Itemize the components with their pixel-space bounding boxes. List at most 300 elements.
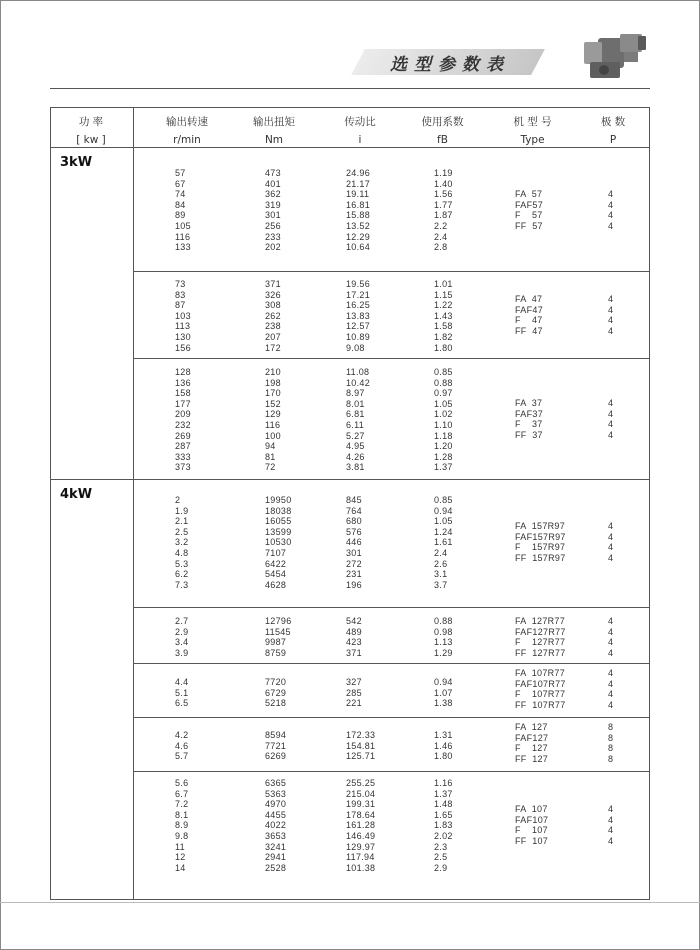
table-cell: 6.7 bbox=[175, 788, 189, 799]
table-cell: FA 57 bbox=[515, 189, 543, 199]
table-cell: 1.43 bbox=[434, 310, 453, 321]
table-cell: FA 107R77 bbox=[515, 668, 566, 678]
table-cell: F 107 bbox=[515, 825, 548, 836]
poles-column bbox=[608, 398, 613, 440]
table-cell: 1.28 bbox=[434, 451, 453, 462]
table-cell: 15.88 bbox=[346, 210, 371, 221]
table-cell: 326 bbox=[265, 289, 281, 300]
table-cell: 16055 bbox=[265, 516, 292, 527]
header-output-speed: 输出转速 r/min bbox=[166, 116, 208, 146]
ratio-column bbox=[346, 279, 370, 353]
table-cell: FAF47 bbox=[515, 304, 544, 315]
table-cell: 16.81 bbox=[346, 199, 371, 210]
table-cell: 1.65 bbox=[434, 809, 453, 820]
table-cell: 13.52 bbox=[346, 220, 371, 231]
group-separator bbox=[133, 717, 650, 718]
table-cell: 16.25 bbox=[346, 300, 371, 311]
table-cell: 1.87 bbox=[434, 210, 453, 221]
header-service-factor: 使用系数 fB bbox=[421, 116, 464, 146]
table-cell: 3.81 bbox=[346, 462, 365, 473]
table-cell: 5.7 bbox=[175, 751, 189, 762]
table-cell: 89 bbox=[175, 210, 186, 221]
table-cell: 1.20 bbox=[434, 441, 453, 452]
table-cell: FAF107 bbox=[515, 814, 549, 825]
type-column bbox=[515, 804, 548, 846]
table-cell: 209 bbox=[175, 409, 191, 420]
table-cell: 1.37 bbox=[434, 462, 453, 473]
table-cell: 2941 bbox=[265, 852, 287, 863]
table-cell: 5363 bbox=[265, 788, 287, 799]
table-cell: FAF57 bbox=[515, 199, 544, 210]
table-cell: 1.29 bbox=[434, 647, 453, 658]
table-cell: 285 bbox=[346, 687, 362, 698]
table-cell: 308 bbox=[265, 300, 281, 311]
page-bottom-rule bbox=[0, 902, 700, 903]
table-cell: 1.15 bbox=[434, 289, 453, 300]
table-cell: 371 bbox=[346, 647, 362, 658]
table-cell: 1.37 bbox=[434, 788, 453, 799]
table-cell: 113 bbox=[175, 321, 191, 332]
table-cell: FA 127R77 bbox=[515, 616, 566, 626]
gear-reducer-icon bbox=[580, 28, 648, 84]
table-cell: FA 47 bbox=[515, 294, 543, 304]
type-column bbox=[515, 616, 566, 658]
table-cell: 0.88 bbox=[434, 616, 453, 626]
table-cell: 8 bbox=[608, 732, 614, 743]
table-cell: 19.11 bbox=[346, 189, 370, 200]
table-cell: 8759 bbox=[265, 647, 287, 658]
table-cell: F 47 bbox=[515, 315, 543, 326]
poles-column bbox=[608, 668, 613, 710]
group-separator bbox=[133, 771, 650, 772]
header-rule bbox=[50, 88, 650, 89]
table-cell: 4 bbox=[608, 616, 614, 626]
table-cell: 262 bbox=[265, 310, 281, 321]
table-cell: 74 bbox=[175, 189, 186, 200]
table-cell: 542 bbox=[346, 616, 362, 626]
table-cell: FAF107R77 bbox=[515, 678, 566, 689]
ratio-column bbox=[346, 367, 370, 473]
table-cell: 0.85 bbox=[434, 495, 453, 505]
table-cell: 1.40 bbox=[434, 178, 453, 189]
table-cell: 177 bbox=[175, 398, 191, 409]
table-cell: 0.94 bbox=[434, 677, 453, 687]
table-cell: 8594 bbox=[265, 730, 287, 740]
table-cell: 1.16 bbox=[434, 778, 453, 788]
table-cell: FA 107 bbox=[515, 804, 548, 814]
torque-column bbox=[265, 168, 281, 253]
speed-column bbox=[175, 616, 188, 658]
table-cell: 4.26 bbox=[346, 451, 365, 462]
table-cell: 4 bbox=[608, 315, 614, 326]
table-cell: F 127 bbox=[515, 743, 548, 754]
table-cell: 133 bbox=[175, 242, 191, 253]
table-cell: 1.46 bbox=[434, 740, 453, 751]
service-factor-column bbox=[434, 168, 453, 253]
table-cell: 172.33 bbox=[346, 730, 376, 740]
table-cell: 19.56 bbox=[346, 279, 371, 289]
ratio-column bbox=[346, 778, 375, 873]
table-cell: 3653 bbox=[265, 830, 287, 841]
table-cell: 154.81 bbox=[346, 740, 376, 751]
table-cell: 81 bbox=[265, 451, 276, 462]
table-cell: 9987 bbox=[265, 637, 287, 648]
table-cell: 6365 bbox=[265, 778, 287, 788]
table-cell: 4 bbox=[608, 304, 614, 315]
table-cell: 4 bbox=[608, 210, 614, 221]
table-cell: 87 bbox=[175, 300, 186, 311]
table-cell: 8.97 bbox=[346, 388, 365, 399]
table-cell: 4970 bbox=[265, 799, 287, 810]
table-cell: FA 157R97 bbox=[515, 521, 566, 531]
table-cell: 301 bbox=[346, 547, 362, 558]
power-section-separator bbox=[50, 479, 650, 480]
table-cell: 255.25 bbox=[346, 778, 376, 788]
power-label-3kw: 3kW bbox=[60, 155, 93, 170]
page-title: 选型参数表 bbox=[390, 55, 510, 75]
power-column-separator bbox=[133, 107, 134, 900]
table-cell: 845 bbox=[346, 495, 362, 505]
poles-column bbox=[608, 804, 613, 846]
table-cell: 4 bbox=[608, 531, 614, 542]
table-cell: 125.71 bbox=[346, 751, 376, 762]
table-cell: 10.89 bbox=[346, 331, 371, 342]
table-cell: FF 37 bbox=[515, 429, 543, 440]
table-cell: 17.21 bbox=[346, 289, 371, 300]
table-cell: 373 bbox=[175, 462, 191, 473]
header-ratio: 传动比 i bbox=[344, 116, 376, 146]
table-cell: 117.94 bbox=[346, 852, 375, 863]
table-cell: 13599 bbox=[265, 526, 292, 537]
table-cell: 8.9 bbox=[175, 820, 189, 831]
table-cell: 11 bbox=[175, 841, 185, 852]
table-cell: 105 bbox=[175, 220, 191, 231]
table-cell: 301 bbox=[265, 210, 281, 221]
table-cell: 1.48 bbox=[434, 799, 453, 810]
table-cell: 1.82 bbox=[434, 331, 453, 342]
table-cell: 2 bbox=[175, 495, 181, 505]
table-cell: 129 bbox=[265, 409, 281, 420]
table-cell: 327 bbox=[346, 677, 362, 687]
group-separator bbox=[133, 271, 650, 272]
table-cell: 1.58 bbox=[434, 321, 453, 332]
table-cell: 72 bbox=[265, 462, 276, 473]
table-cell: 272 bbox=[346, 558, 362, 569]
table-cell: 7721 bbox=[265, 740, 287, 751]
table-cell: F 57 bbox=[515, 210, 543, 221]
table-cell: 5218 bbox=[265, 698, 287, 709]
table-cell: 215.04 bbox=[346, 788, 376, 799]
table-cell: FF 127 bbox=[515, 753, 549, 764]
table-cell: 11.08 bbox=[346, 367, 370, 377]
table-cell: F 107R77 bbox=[515, 689, 566, 700]
table-cell: 172 bbox=[265, 342, 281, 353]
table-cell: 129.97 bbox=[346, 841, 376, 852]
table-cell: 4 bbox=[608, 699, 614, 710]
table-cell: 6422 bbox=[265, 558, 287, 569]
table-cell: 8.1 bbox=[175, 809, 189, 820]
table-cell: 1.02 bbox=[434, 409, 453, 420]
table-cell: 10530 bbox=[265, 537, 292, 548]
table-cell: 4 bbox=[608, 429, 614, 440]
speed-column bbox=[175, 279, 191, 353]
table-cell: 67 bbox=[175, 178, 186, 189]
table-cell: 4628 bbox=[265, 579, 287, 590]
table-cell: 4 bbox=[608, 668, 614, 678]
table-cell: 256 bbox=[265, 220, 281, 231]
header-type: 机 型 号 Type bbox=[513, 116, 552, 146]
speed-column bbox=[175, 168, 191, 253]
torque-column bbox=[265, 279, 281, 353]
table-cell: 178.64 bbox=[346, 809, 376, 820]
table-cell: 2.8 bbox=[434, 242, 448, 253]
table-cell: 0.94 bbox=[434, 505, 453, 516]
table-cell: 4 bbox=[608, 835, 614, 846]
table-cell: 14 bbox=[175, 862, 186, 873]
table-cell: 4.95 bbox=[346, 441, 365, 452]
header-power: 功 率 [ kw ] bbox=[76, 116, 106, 146]
table-cell: 4 bbox=[608, 825, 614, 836]
table-cell: 1.80 bbox=[434, 751, 453, 762]
table-cell: 4022 bbox=[265, 820, 287, 831]
table-cell: 5.6 bbox=[175, 778, 189, 788]
table-cell: 199.31 bbox=[346, 799, 376, 810]
table-cell: 231 bbox=[346, 569, 362, 580]
table-cell: 4 bbox=[608, 220, 614, 231]
table-cell: 4 bbox=[608, 294, 614, 304]
table-cell: 3.2 bbox=[175, 537, 189, 548]
service-factor-column bbox=[434, 495, 453, 590]
group-separator bbox=[133, 358, 650, 359]
poles-column bbox=[608, 189, 613, 231]
group-separator bbox=[133, 607, 650, 608]
table-cell: 5.1 bbox=[175, 687, 189, 698]
table-cell: 5.3 bbox=[175, 558, 189, 569]
table-cell: 1.05 bbox=[434, 398, 453, 409]
ratio-column bbox=[346, 495, 362, 590]
table-cell: 680 bbox=[346, 516, 362, 527]
table-cell: 1.13 bbox=[434, 637, 453, 648]
table-cell: 100 bbox=[265, 430, 281, 441]
table-cell: 4 bbox=[608, 814, 614, 825]
table-cell: 2.2 bbox=[434, 220, 448, 231]
table-cell: 269 bbox=[175, 430, 191, 441]
speed-column bbox=[175, 778, 188, 873]
poles-column bbox=[608, 521, 613, 563]
table-cell: 4 bbox=[608, 626, 614, 637]
table-cell: 116 bbox=[175, 231, 191, 242]
table-cell: 2.4 bbox=[434, 231, 448, 242]
table-cell: 10.64 bbox=[346, 242, 371, 253]
table-cell: 764 bbox=[346, 505, 362, 516]
table-cell: 1.05 bbox=[434, 516, 453, 527]
ratio-column bbox=[346, 168, 370, 253]
table-cell: 4 bbox=[608, 408, 614, 419]
table-cell: 4 bbox=[608, 552, 614, 563]
poles-column bbox=[608, 294, 613, 336]
table-cell: 3.1 bbox=[434, 569, 448, 580]
speed-column bbox=[175, 495, 188, 590]
table-cell: 128 bbox=[175, 367, 191, 377]
table-cell: 6.5 bbox=[175, 698, 189, 709]
table-cell: FF 107R77 bbox=[515, 699, 566, 710]
table-cell: 2.9 bbox=[175, 626, 189, 637]
ratio-column bbox=[346, 616, 362, 658]
table-cell: 198 bbox=[265, 377, 281, 388]
table-cell: 2.5 bbox=[434, 852, 448, 863]
table-cell: F 127R77 bbox=[515, 637, 566, 648]
table-cell: 4 bbox=[608, 637, 614, 648]
table-cell: 2.4 bbox=[434, 547, 448, 558]
table-cell: 146.49 bbox=[346, 830, 376, 841]
table-cell: FA 127 bbox=[515, 722, 548, 732]
table-cell: 4.8 bbox=[175, 547, 189, 558]
table-cell: 287 bbox=[175, 441, 191, 452]
group-separator bbox=[133, 663, 650, 664]
table-cell: 21.17 bbox=[346, 178, 371, 189]
table-cell: 4 bbox=[608, 647, 614, 658]
table-cell: 7.2 bbox=[175, 799, 189, 810]
power-label-4kw: 4kW bbox=[60, 487, 93, 502]
header-poles: 极 数 P bbox=[600, 116, 626, 146]
poles-column bbox=[608, 722, 613, 764]
table-cell: 4 bbox=[608, 678, 614, 689]
table-cell: 221 bbox=[346, 698, 362, 709]
table-cell: 2.9 bbox=[434, 862, 448, 873]
table-cell: 1.18 bbox=[434, 430, 453, 441]
table-cell: FAF37 bbox=[515, 408, 544, 419]
table-cell: 423 bbox=[346, 637, 362, 648]
table-cell: 8 bbox=[608, 743, 614, 754]
table-cell: 238 bbox=[265, 321, 281, 332]
table-cell: 7.3 bbox=[175, 579, 189, 590]
table-cell: 12796 bbox=[265, 616, 292, 626]
table-cell: FF 127R77 bbox=[515, 647, 566, 658]
service-factor-column bbox=[434, 730, 453, 762]
table-cell: 10.42 bbox=[346, 377, 371, 388]
table-cell: 3241 bbox=[265, 841, 287, 852]
table-cell: 333 bbox=[175, 451, 191, 462]
table-cell: 6269 bbox=[265, 751, 287, 762]
poles-column bbox=[608, 616, 613, 658]
table-cell: 473 bbox=[265, 168, 281, 178]
speed-column bbox=[175, 367, 191, 473]
table-cell: 4 bbox=[608, 689, 614, 700]
table-cell: 12.29 bbox=[346, 231, 371, 242]
table-cell: 6.11 bbox=[346, 419, 365, 430]
table-cell: FA 37 bbox=[515, 398, 543, 408]
table-cell: 1.83 bbox=[434, 820, 453, 831]
table-cell: 158 bbox=[175, 388, 191, 399]
table-cell: 11545 bbox=[265, 626, 291, 637]
table-cell: 4 bbox=[608, 325, 614, 336]
type-column bbox=[515, 294, 543, 336]
ratio-column bbox=[346, 730, 375, 762]
table-cell: 489 bbox=[346, 626, 362, 637]
ratio-column bbox=[346, 677, 362, 709]
table-cell: FF 57 bbox=[515, 220, 543, 231]
table-cell: 2.02 bbox=[434, 830, 453, 841]
table-cell: FAF127 bbox=[515, 732, 549, 743]
table-cell: 0.85 bbox=[434, 367, 453, 377]
table-cell: 1.24 bbox=[434, 526, 453, 537]
table-cell: 156 bbox=[175, 342, 191, 353]
table-cell: 4 bbox=[608, 398, 614, 408]
table-cell: 1.56 bbox=[434, 189, 453, 200]
table-cell: F 37 bbox=[515, 419, 543, 430]
table-cell: 4 bbox=[608, 804, 614, 814]
table-cell: 4 bbox=[608, 189, 614, 199]
table-cell: 4.6 bbox=[175, 740, 189, 751]
torque-column bbox=[265, 677, 286, 709]
torque-column bbox=[265, 778, 286, 873]
table-cell: 83 bbox=[175, 289, 186, 300]
table-cell: 0.98 bbox=[434, 626, 453, 637]
table-cell: 2528 bbox=[265, 862, 287, 873]
table-cell: 4455 bbox=[265, 809, 287, 820]
table-cell: 130 bbox=[175, 331, 191, 342]
table-cell: 4.2 bbox=[175, 730, 189, 740]
table-cell: 232 bbox=[175, 419, 191, 430]
table-cell: 7720 bbox=[265, 677, 287, 687]
header-output-torque: 输出扭矩 Nm bbox=[253, 116, 295, 146]
speed-column bbox=[175, 677, 188, 709]
table-cell: 0.88 bbox=[434, 377, 453, 388]
table-cell: 1.19 bbox=[434, 168, 453, 178]
service-factor-column bbox=[434, 778, 453, 873]
table-cell: 73 bbox=[175, 279, 186, 289]
table-cell: 1.80 bbox=[434, 342, 453, 353]
table-cell: 18038 bbox=[265, 505, 292, 516]
table-cell: 576 bbox=[346, 526, 362, 537]
table-cell: 161.28 bbox=[346, 820, 376, 831]
table-cell: 401 bbox=[265, 178, 281, 189]
speed-column bbox=[175, 730, 188, 762]
table-cell: 0.97 bbox=[434, 388, 453, 399]
table-cell: 2.5 bbox=[175, 526, 189, 537]
table-cell: 1.77 bbox=[434, 199, 453, 210]
torque-column bbox=[265, 616, 292, 658]
table-cell: FF 107 bbox=[515, 835, 549, 846]
table-cell: FF 157R97 bbox=[515, 552, 566, 563]
table-cell: 1.22 bbox=[434, 300, 453, 311]
table-cell: 19950 bbox=[265, 495, 292, 505]
table-cell: 4 bbox=[608, 542, 614, 553]
table-cell: 5.27 bbox=[346, 430, 365, 441]
table-cell: 1.10 bbox=[434, 419, 453, 430]
table-cell: 3.7 bbox=[434, 579, 448, 590]
table-cell: 207 bbox=[265, 331, 281, 342]
table-cell: 3.4 bbox=[175, 637, 189, 648]
table-cell: 57 bbox=[175, 168, 186, 178]
table-cell: 84 bbox=[175, 199, 186, 210]
type-column bbox=[515, 668, 566, 710]
table-cell: 1.07 bbox=[434, 687, 453, 698]
table-cell: 1.01 bbox=[434, 279, 453, 289]
table-cell: 24.96 bbox=[346, 168, 371, 178]
table-cell: 1.38 bbox=[434, 698, 453, 709]
table-cell: 5454 bbox=[265, 569, 287, 580]
table-cell: 9.08 bbox=[346, 342, 365, 353]
table-cell: 94 bbox=[265, 441, 276, 452]
table-cell: 103 bbox=[175, 310, 191, 321]
table-cell: 2.3 bbox=[434, 841, 448, 852]
table-cell: 446 bbox=[346, 537, 362, 548]
table-cell: 13.83 bbox=[346, 310, 371, 321]
service-factor-column bbox=[434, 677, 453, 709]
table-cell: 4 bbox=[608, 419, 614, 430]
table-cell: FAF157R97 bbox=[515, 531, 566, 542]
